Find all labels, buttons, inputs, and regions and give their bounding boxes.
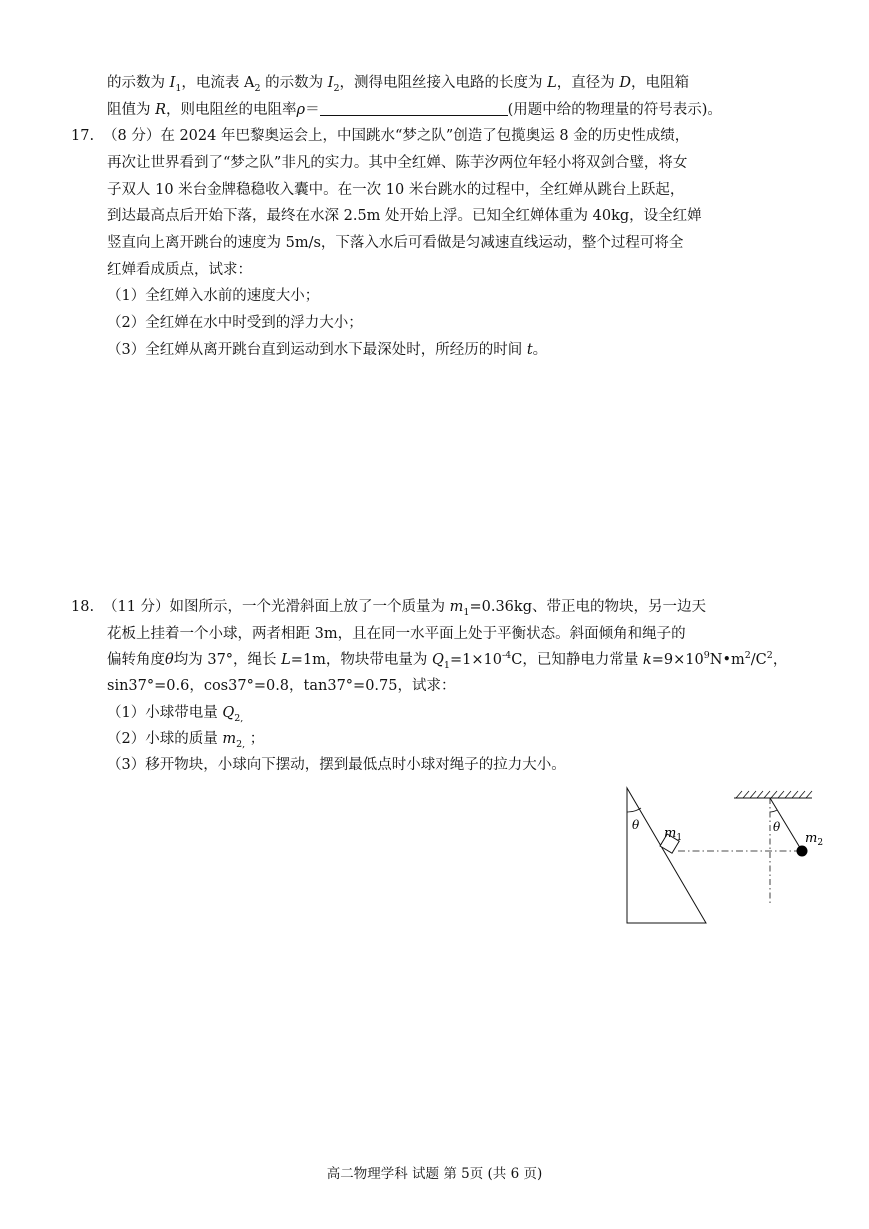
q18-sub-3: （3）移开物块，小球向下摆动，摆到最低点时小球对绳子的拉力大小。: [107, 757, 566, 773]
q17-line-3: 子双人 10 米台金牌稳稳收入囊中。在一次 10 米台跳水的过程中，全红婵从跳台上跃起，: [107, 182, 685, 198]
q17-line-6: 红婵看成质点，试求：: [107, 262, 252, 278]
q18-sub-1: （1）小球带电量 $Q_{2,}$: [107, 705, 244, 724]
m2-label: $m_2$: [805, 831, 824, 848]
q18-line-1: （11 分）如图所示，一个光滑斜面上放了一个质量为 $m_1=0.36kg$、带正电的物块，另一边天: [103, 599, 706, 618]
question-18-number: 18.: [71, 599, 95, 615]
q18-line-4: sin37°=0.6，cos37°=0.8，tan37°=0.75，试求：: [107, 678, 456, 694]
q18-line-3: 偏转角度θ均为 37°，绳长 L=1m，物块带电量为 $Q_1=1\times 10^{-4}C$，已知静电力常量 $k=9\times 10^9N•m^2/C^2$，: [107, 650, 788, 671]
q17-line-2: 再次让世界看到了“梦之队”非凡的实力。其中全红婵、陈芋汐两位年轻小将双剑合璧，将女: [107, 155, 688, 171]
question-17-number: 17.: [71, 128, 95, 144]
q18-sub-2: （2）小球的质量 $m_{2,}$ ；: [107, 731, 265, 750]
q17-sub-1: （1）全红婵入水前的速度大小；: [107, 288, 320, 304]
ball-m2: [797, 846, 808, 857]
theta-label-pivot: θ: [773, 820, 781, 834]
incline-triangle: [627, 788, 706, 923]
q17-sub-2: （2）全红婵在水中时受到的浮力大小；: [107, 315, 363, 331]
ceiling-hatch: [736, 791, 812, 798]
m1-label: $m_1$: [664, 826, 683, 843]
q18-line-2: 花板上挂着一个小球，两者相距 3m，且在同一水平面上处于平衡状态。斜面倾角和绳子的: [107, 626, 686, 642]
q16-line-1: 的示数为 $I_1$，电流表 $A_2$ 的示数为 $I_2$，测得电阻丝接入电路的长度为 L，直径为 D，电阻箱: [107, 75, 690, 94]
q17-line-4: 到达最高点后开始下落，最终在水深 2.5m 处开始上浮。已知全红婵体重为 40kg，设全红婵: [107, 208, 702, 224]
q17-line-1: （8 分）在 2024 年巴黎奥运会上，中国跳水“梦之队”创造了包揽奥运 8 金的历史性成绩，: [103, 128, 690, 144]
q17-sub-3: （3）全红婵从离开跳台直到运动到水下最深处时，所经历的时间 t。: [107, 342, 548, 358]
page-footer: 高二物理学科 试题 第 5页 (共 6 页): [326, 1166, 543, 1182]
theta-label-incline: θ: [632, 818, 640, 832]
pivot-angle-arc: [770, 810, 777, 812]
q17-line-5: 竖直向上离开跳台的速度为 5m/s，下落入水后可看做是匀减速直线运动，整个过程可将全: [107, 235, 684, 251]
q16-line-2: 阻值为 R，则电阻丝的电阻率ρ＝ (用题中给的物理量的符号表示)。: [107, 102, 722, 118]
